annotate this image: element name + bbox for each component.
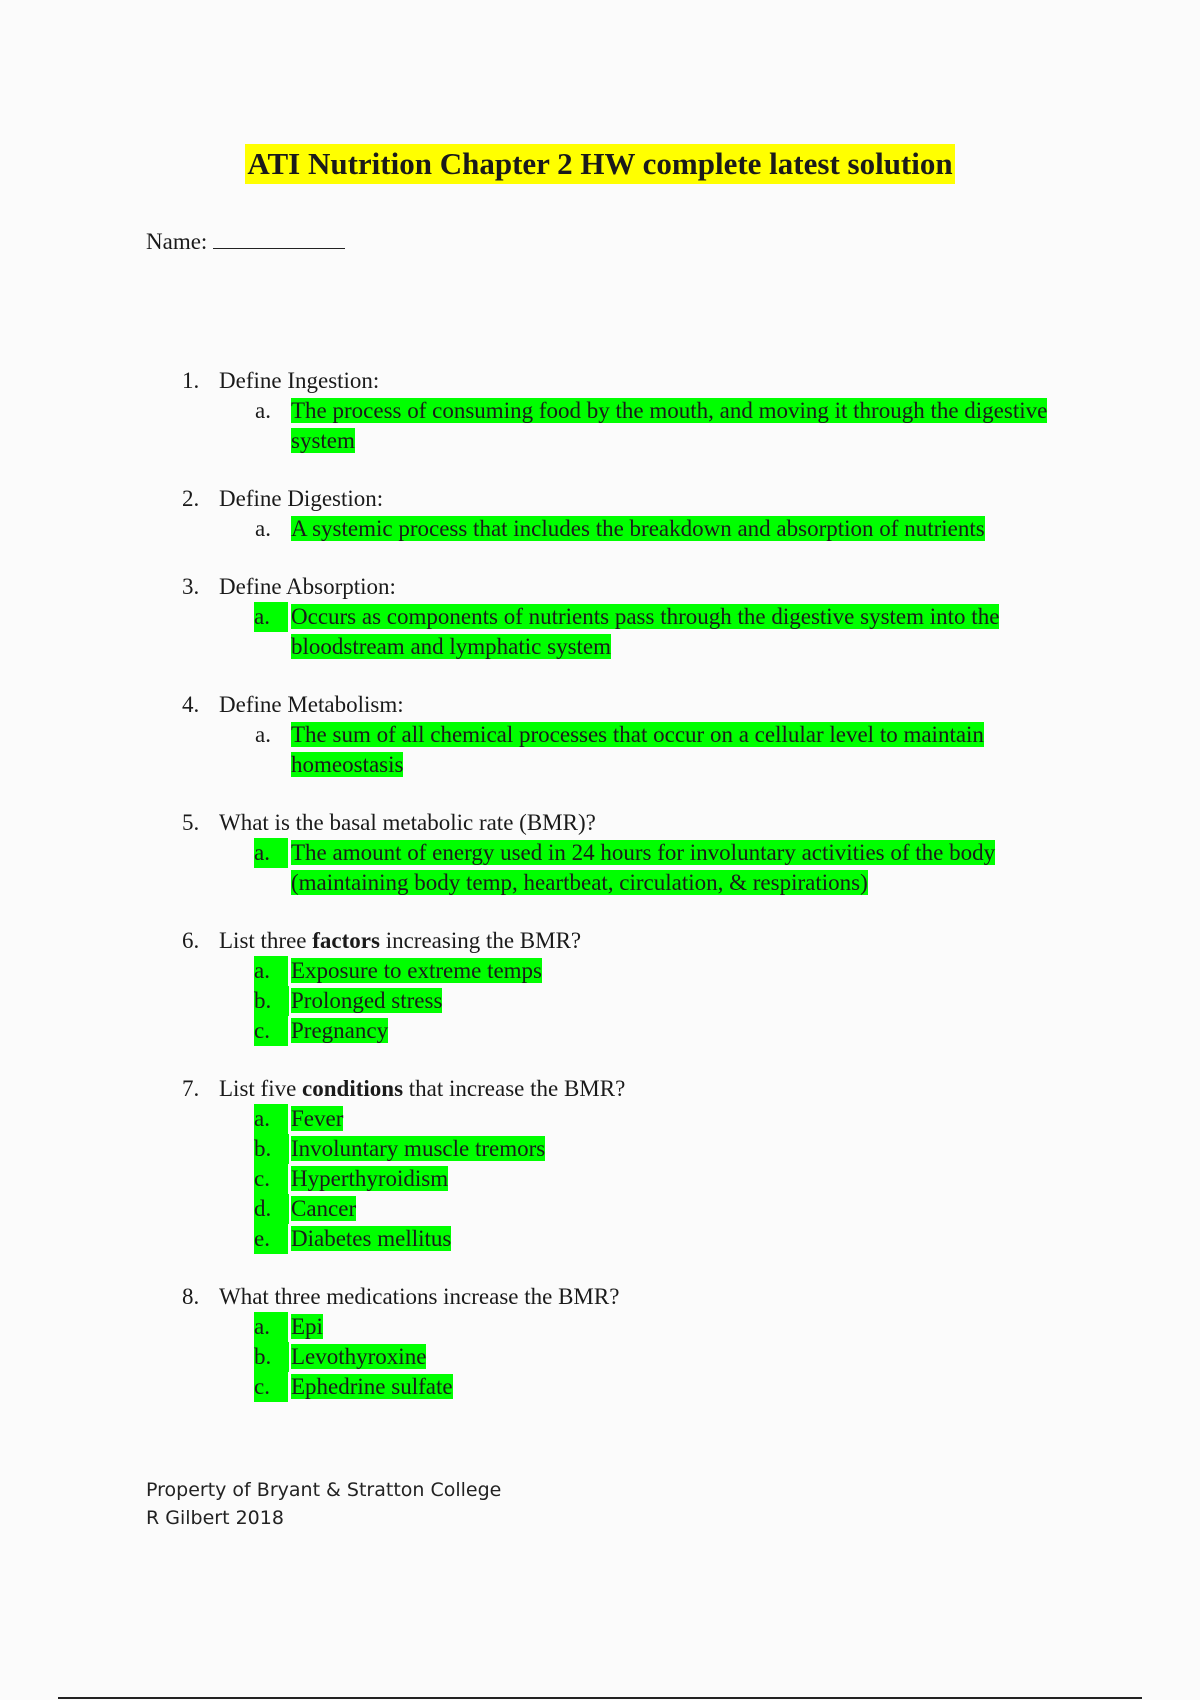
answer-item (0, 1104, 1200, 1134)
answer-letter: a. (254, 956, 288, 986)
answer-text-container (291, 514, 1091, 544)
answer-text-container (291, 1342, 1091, 1372)
question-item (0, 926, 1200, 1046)
answer-text-container (291, 838, 1091, 898)
question-number: 6. (182, 928, 200, 953)
question-text: What is the basal metabolic rate (BMR)? (219, 810, 596, 835)
question-line (0, 1282, 1200, 1312)
question-number: 8. (182, 1284, 200, 1309)
answer-item (0, 1194, 1200, 1224)
answer-list (0, 514, 1200, 544)
answer-letter: b. (254, 986, 289, 1016)
answer-text-container (291, 986, 1091, 1016)
question-item (0, 572, 1200, 662)
answer-letter: b. (254, 1342, 289, 1372)
answer-list (0, 720, 1200, 780)
answer-text: The amount of energy used in 24 hours for involuntary activities of the body (maintaining body temp, heartbeat, circulation, & respirations) (291, 840, 996, 895)
answer-item (0, 838, 1200, 898)
answer-letter: a. (255, 516, 271, 541)
answer-item (0, 396, 1200, 456)
answer-text-container (291, 1312, 1091, 1342)
answer-text: Cancer (291, 1196, 357, 1221)
answer-text-container (291, 720, 1091, 780)
answer-list (0, 1104, 1200, 1254)
answer-text: The process of consuming food by the mouth, and moving it through the digestive system (291, 398, 1048, 453)
answer-letter: a. (254, 1312, 288, 1342)
question-text (219, 926, 581, 956)
answer-text-container (291, 956, 1091, 986)
question-number: 5. (182, 810, 200, 835)
answer-text: Occurs as components of nutrients pass through the digestive system into the bloodstream and lymphatic system (291, 604, 1000, 659)
question-text-before: List three (219, 928, 313, 953)
answer-item (0, 1164, 1200, 1194)
answer-item (0, 956, 1200, 986)
title-container (0, 144, 1200, 184)
question-number: 1. (182, 368, 200, 393)
answer-letter: a. (254, 1104, 288, 1134)
answer-letter: b. (254, 1134, 289, 1164)
question-number: 4. (182, 692, 200, 717)
answer-text: Epi (291, 1314, 323, 1339)
name-field (146, 228, 345, 255)
answer-text: Ephedrine sulfate (291, 1374, 453, 1399)
answer-list (0, 1312, 1200, 1402)
answer-letter: c. (254, 1372, 288, 1402)
answer-item (0, 1312, 1200, 1342)
answer-text: Fever (291, 1106, 344, 1131)
question-text-before: List five (219, 1076, 303, 1101)
answer-item (0, 1372, 1200, 1402)
question-item (0, 366, 1200, 456)
question-item (0, 690, 1200, 780)
answer-letter: a. (255, 722, 271, 747)
answer-letter: e. (254, 1224, 288, 1254)
question-number: 7. (182, 1076, 200, 1101)
bottom-rule (58, 1697, 1142, 1699)
answer-letter: a. (254, 838, 288, 868)
question-line (0, 926, 1200, 956)
answer-item (0, 720, 1200, 780)
question-text-bold: conditions (302, 1076, 404, 1101)
question-line (0, 484, 1200, 514)
question-line (0, 1074, 1200, 1104)
answer-text: Involuntary muscle tremors (291, 1136, 546, 1161)
answer-text-container (291, 1016, 1091, 1046)
answer-letter: c. (254, 1164, 288, 1194)
answer-text: Levothyroxine (291, 1344, 427, 1369)
answer-text: The sum of all chemical processes that occur on a cellular level to maintain homeostasis (291, 722, 984, 777)
question-text-after: increasing the BMR? (379, 928, 582, 953)
question-text-after: that increase the BMR? (403, 1076, 626, 1101)
question-number: 2. (182, 486, 200, 511)
answer-item (0, 514, 1200, 544)
answer-list (0, 956, 1200, 1046)
question-item (0, 484, 1200, 544)
question-text: Define Metabolism: (219, 692, 404, 717)
answer-text-container (291, 1194, 1091, 1224)
footer-author-line: R Gilbert 2018 (146, 1507, 284, 1529)
question-text: Define Absorption: (219, 574, 396, 599)
answer-text-container (291, 1134, 1091, 1164)
name-blank-line (213, 228, 345, 249)
answer-text-container (291, 1372, 1091, 1402)
answer-item (0, 1016, 1200, 1046)
question-text: Define Digestion: (219, 486, 384, 511)
question-number: 3. (182, 574, 200, 599)
answer-list (0, 838, 1200, 898)
answer-letter: a. (255, 398, 271, 423)
question-line (0, 366, 1200, 396)
answer-item (0, 1134, 1200, 1164)
question-item (0, 1282, 1200, 1402)
answer-text: A systemic process that includes the breakdown and absorption of nutrients (291, 516, 985, 541)
footer-property-line: Property of Bryant & Stratton College (146, 1479, 502, 1501)
question-item (0, 808, 1200, 898)
answer-item (0, 1224, 1200, 1254)
question-text-bold: factors (312, 928, 380, 953)
answer-item (0, 602, 1200, 662)
question-line (0, 690, 1200, 720)
answer-text-container (291, 1164, 1091, 1194)
question-list (0, 366, 1200, 1430)
answer-item (0, 986, 1200, 1016)
question-text: Define Ingestion: (219, 368, 380, 393)
answer-text-container (291, 1224, 1091, 1254)
answer-letter: d. (254, 1194, 289, 1224)
answer-letter: c. (254, 1016, 288, 1046)
answer-text: Prolonged stress (291, 988, 443, 1013)
question-text: What three medications increase the BMR? (219, 1284, 620, 1309)
answer-text-container (291, 602, 1091, 662)
answer-text: Exposure to extreme temps (291, 958, 543, 983)
answer-text: Hyperthyroidism (291, 1166, 449, 1191)
question-item (0, 1074, 1200, 1254)
answer-text: Pregnancy (291, 1018, 389, 1043)
question-text (219, 1074, 625, 1104)
question-line (0, 572, 1200, 602)
name-label: Name: (146, 229, 208, 254)
answer-item (0, 1342, 1200, 1372)
answer-list (0, 602, 1200, 662)
question-line (0, 808, 1200, 838)
answer-letter: a. (254, 602, 288, 632)
answer-list (0, 396, 1200, 456)
answer-text-container (291, 1104, 1091, 1134)
answer-text: Diabetes mellitus (291, 1226, 452, 1251)
footer (146, 1476, 501, 1532)
answer-text-container (291, 396, 1091, 456)
document-title: ATI Nutrition Chapter 2 HW complete latest solution (245, 144, 954, 184)
